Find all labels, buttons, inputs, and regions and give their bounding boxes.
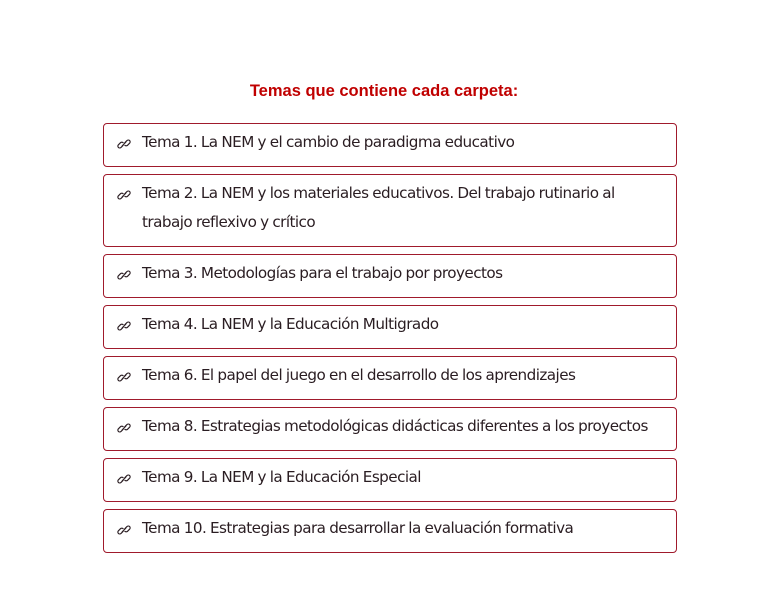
link-icon bbox=[117, 137, 131, 151]
link-icon bbox=[117, 421, 131, 435]
topic-label: Tema 4. La NEM y la Educación Multigrado bbox=[142, 315, 439, 333]
link-icon bbox=[117, 523, 131, 537]
topic-list bbox=[103, 123, 677, 560]
topic-link-3[interactable] bbox=[103, 254, 677, 298]
topic-label: Tema 6. El papel del juego en el desarrollo de los aprendizajes bbox=[142, 366, 576, 384]
link-icon bbox=[117, 188, 131, 202]
topic-label: Tema 1. La NEM y el cambio de paradigma educativo bbox=[142, 133, 515, 151]
page-title: Temas que contiene cada carpeta: bbox=[249, 82, 519, 100]
link-icon bbox=[117, 370, 131, 384]
topic-link-8[interactable] bbox=[103, 407, 677, 451]
link-icon bbox=[117, 472, 131, 486]
link-icon bbox=[117, 268, 131, 282]
topic-link-6[interactable] bbox=[103, 356, 677, 400]
topic-link-10[interactable] bbox=[103, 509, 677, 553]
topic-link-4[interactable] bbox=[103, 305, 677, 349]
topic-label: Tema 8. Estrategias metodológicas didácticas diferentes a los proyectos bbox=[142, 417, 648, 435]
topic-label: Tema 2. La NEM y los materiales educativos. Del trabajo rutinario al trabajo reflexivo y crítico bbox=[142, 184, 615, 231]
link-icon bbox=[117, 319, 131, 333]
topic-label: Tema 9. La NEM y la Educación Especial bbox=[142, 468, 421, 486]
topic-link-9[interactable] bbox=[103, 458, 677, 502]
topic-label: Tema 10. Estrategias para desarrollar la evaluación formativa bbox=[142, 519, 574, 537]
topic-link-2[interactable] bbox=[103, 174, 677, 247]
topic-link-1[interactable] bbox=[103, 123, 677, 167]
topic-label: Tema 3. Metodologías para el trabajo por proyectos bbox=[142, 264, 503, 282]
